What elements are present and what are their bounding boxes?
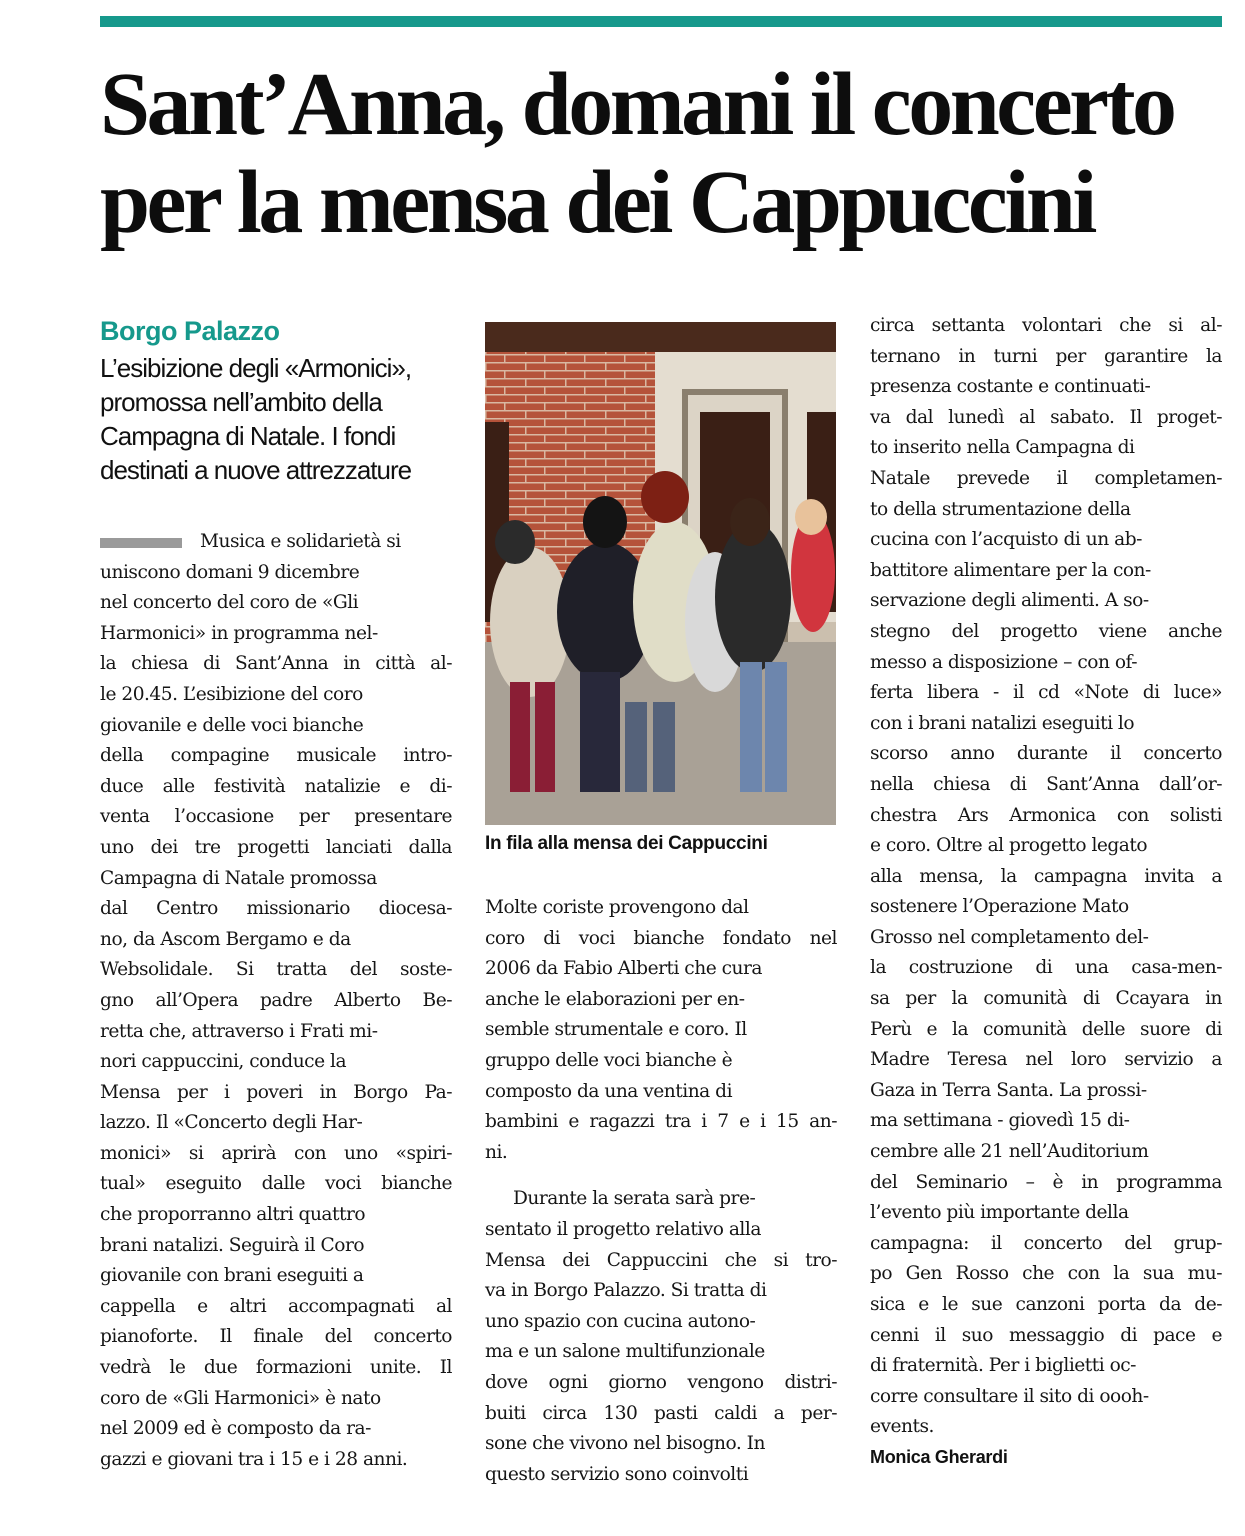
text-line: cembre alle 21 nell’Auditorium	[870, 1141, 1149, 1163]
text-line: sentato il progetto relativo alla	[485, 1218, 761, 1240]
text-line: presenza costante e continuati-	[870, 376, 1151, 398]
deck-line: Campagna di Natale. I fondi	[100, 421, 396, 451]
text-line: del Seminario – è in programma	[870, 1171, 1222, 1193]
text-line: gazzi e giovani tra i 15 e i 28 anni.	[100, 1448, 408, 1470]
text-line: corre consultare il sito di oooh-	[870, 1385, 1149, 1407]
deck-line: promossa nell’ambito della	[100, 387, 382, 417]
text-line: nella chiesa di Sant’Anna dall’or-	[870, 773, 1222, 795]
text-line: ternano in turni per garantire la	[870, 345, 1222, 367]
article-column-2	[485, 893, 837, 1490]
text-line: pianoforte. Il finale del concerto	[100, 1326, 452, 1348]
text-line: la costruzione di una casa-men-	[870, 957, 1222, 979]
text-line: Madre Teresa nel loro servizio a	[870, 1049, 1222, 1071]
text-line: semble strumentale e coro. Il	[485, 1019, 747, 1041]
text-line: con i brani natalizi eseguiti lo	[870, 712, 1135, 734]
text-line: monici» si aprirà con uno «spiri-	[100, 1142, 452, 1164]
text-line: coro de «Gli Harmonici» è nato	[100, 1387, 381, 1409]
article-column-1	[100, 527, 452, 1475]
text-line: Campagna di Natale promossa	[100, 867, 377, 889]
text-line: questo servizio sono coinvolti	[485, 1463, 749, 1485]
article-deck	[100, 351, 470, 487]
text-line: va in Borgo Palazzo. Si tratta di	[485, 1280, 767, 1302]
text-line: alla mensa, la campagna invita a	[870, 865, 1222, 887]
text-line: Websolidale. Si tratta del soste-	[100, 959, 452, 981]
text-line: che proporranno altri quattro	[100, 1204, 366, 1226]
text-line: uno spazio con cucina autono-	[485, 1310, 756, 1332]
text-line: lazzo. Il «Concerto degli Har-	[100, 1112, 363, 1134]
headline-line-1: Sant’Anna, domani il concerto	[100, 55, 1174, 154]
text-line: Mensa per i poveri in Borgo Pa-	[100, 1081, 452, 1103]
author-byline: Monica Gherardi	[870, 1447, 1008, 1467]
text-line: ni.	[485, 1141, 508, 1163]
text-line: uno dei tre progetti lanciati dalla	[100, 836, 452, 858]
text-line: giovanile e delle voci bianche	[100, 714, 364, 736]
text-line: va dal lunedì al sabato. Il proget-	[870, 406, 1222, 428]
text-line: uniscono domani 9 dicembre	[100, 561, 360, 583]
article-headline	[100, 56, 1220, 252]
text-line: Molte coriste provengono dal	[485, 897, 749, 918]
text-line: cucina con l’acquisto di un ab-	[870, 529, 1142, 551]
photo-caption: In fila alla mensa dei Cappuccini	[485, 833, 768, 854]
text-line: la chiesa di Sant’Anna in città al-	[100, 653, 452, 675]
text-line: della compagine musicale intro-	[100, 745, 452, 767]
text-line: sica e le sue canzoni porta da de-	[870, 1294, 1222, 1315]
text-line: composto da una ventina di	[485, 1080, 733, 1102]
text-line: Harmonici» in programma nel-	[100, 622, 378, 644]
text-line: po Gen Rosso che con la sua mu-	[870, 1263, 1222, 1285]
text-line: to inserito nella Campagna di	[870, 437, 1135, 459]
text-line: nori cappuccini, conduce la	[100, 1051, 347, 1073]
text-line: coro di voci bianche fondato nel	[485, 927, 837, 949]
article-column-3	[870, 311, 1222, 1443]
text-line: gruppo delle voci bianche è	[485, 1049, 733, 1071]
section-color-bar	[100, 16, 1222, 27]
text-line: ma settimana - giovedì 15 di-	[870, 1110, 1130, 1132]
text-line: gno all’Opera padre Alberto Be-	[100, 989, 452, 1011]
text-line: 2006 da Fabio Alberti che cura	[485, 958, 762, 980]
text-line: anche le elaborazioni per en-	[485, 988, 745, 1010]
text-line: brani natalizi. Seguirà il Coro	[100, 1234, 365, 1256]
text-line: Grosso nel completamento del-	[870, 926, 1149, 948]
article-photo	[485, 322, 836, 825]
text-line: nel 2009 ed è composto da ra-	[100, 1418, 371, 1440]
text-line: messo a disposizione – con of-	[870, 651, 1138, 673]
text-line: scorso anno durante il concerto	[870, 743, 1222, 765]
text-line: l’evento più importante della	[870, 1202, 1129, 1224]
deck-line: destinati a nuove attrezzature	[100, 455, 412, 485]
queue-photo-illustration	[485, 322, 836, 825]
text-line: sostenere l’Operazione Mato	[870, 896, 1129, 918]
text-line: cappella e altri accompagnati al	[100, 1295, 452, 1317]
text-line: nel concerto del coro de «Gli	[100, 592, 359, 614]
text-line: campagna: il concerto del grup-	[870, 1232, 1222, 1254]
text-line: e coro. Oltre al progetto legato	[870, 835, 1148, 857]
text-line: tual» eseguito dalle voci bianche	[100, 1173, 452, 1195]
text-line: vedrà le due formazioni unite. Il	[100, 1357, 452, 1379]
text-line: cenni il suo messaggio di pace e	[870, 1324, 1222, 1346]
text-line: stegno del progetto viene anche	[870, 620, 1222, 642]
text-line: to della strumentazione della	[870, 498, 1131, 520]
text-line: retta che, attraverso i Frati mi-	[100, 1020, 378, 1042]
text-line: ferta libera - il cd «Note di luce»	[870, 682, 1222, 704]
text-line: duce alle festività natalizie e di-	[100, 775, 452, 797]
text-line: buiti circa 130 pasti caldi a per-	[485, 1402, 837, 1424]
text-line: di fraternità. Per i biglietti oc-	[870, 1355, 1136, 1377]
text-line: dal Centro missionario diocesa-	[100, 898, 452, 920]
text-line: venta l’occasione per presentare	[100, 806, 452, 828]
deck-line: L’esibizione degli «Armonici»,	[100, 353, 412, 383]
text-line: bambini e ragazzi tra i 7 e i 15 an-	[485, 1111, 837, 1133]
text-line: Perù e la comunità delle suore di	[870, 1018, 1222, 1040]
article-kicker: Borgo Palazzo	[100, 316, 280, 346]
text-line: le 20.45. L’esibizione del coro	[100, 683, 363, 705]
text-line: chestra Ars Armonica con solisti	[870, 804, 1222, 826]
text-line: no, da Ascom Bergamo e da	[100, 928, 351, 950]
text-line: events.	[870, 1416, 934, 1438]
text-line: giovanile con brani eseguiti a	[100, 1265, 364, 1287]
text-line: Mensa dei Cappuccini che si tro-	[485, 1249, 837, 1271]
paragraph-break	[485, 1168, 837, 1184]
text-line: ma e un salone multifunzionale	[485, 1341, 765, 1363]
text-line: Gaza in Terra Santa. La prossi-	[870, 1079, 1147, 1101]
text-line: battitore alimentare per la con-	[870, 559, 1151, 581]
text-line: circa settanta volontari che si al-	[870, 315, 1222, 336]
text-line: dove ogni giorno vengono distri-	[485, 1371, 837, 1393]
text-line: Durante la serata sarà pre-	[513, 1188, 756, 1210]
text-line: Natale prevede il completamen-	[870, 467, 1222, 489]
text-line: Musica e solidarietà si	[200, 531, 401, 552]
text-line: sa per la comunità di Ccayara in	[870, 988, 1222, 1010]
text-line: sone che vivono nel bisogno. In	[485, 1433, 765, 1455]
text-line: servazione degli alimenti. A so-	[870, 590, 1149, 612]
headline-line-2: per la mensa dei Cappuccini	[100, 153, 1094, 252]
